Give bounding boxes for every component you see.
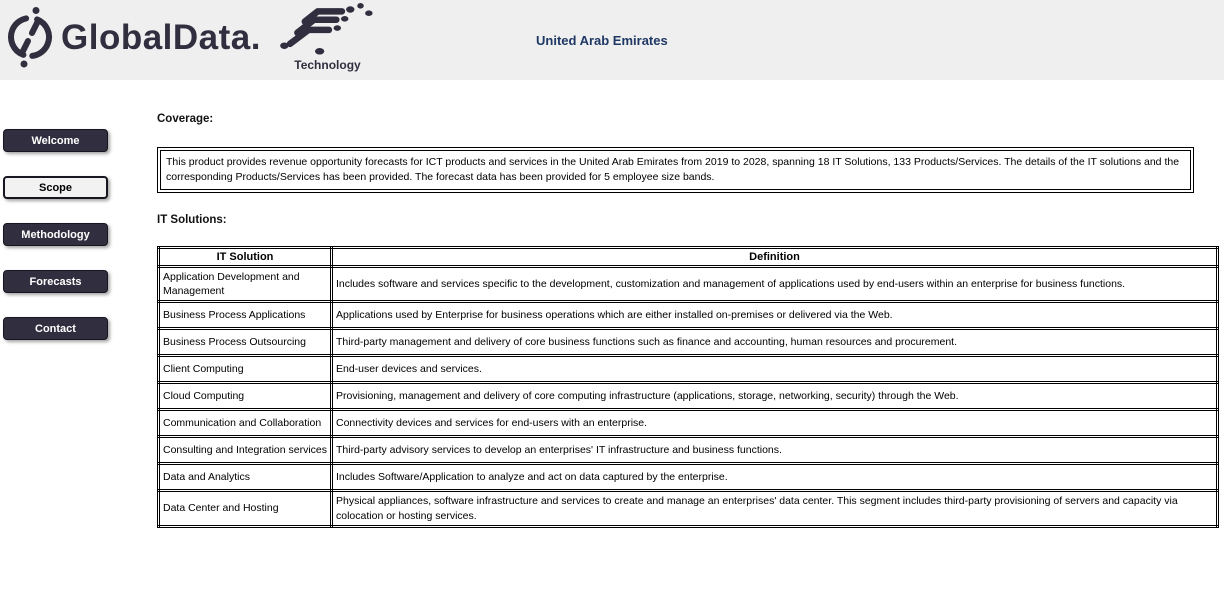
solution-name-cell xyxy=(159,410,332,437)
table-row xyxy=(159,464,1218,491)
definition-cell xyxy=(332,356,1218,383)
definition-cell xyxy=(332,464,1218,491)
technology-circuit-icon xyxy=(273,3,383,55)
coverage-text: This product provides revenue opportunity forecasts for ICT products and services in the United Arab Emirates from 2019 to 2028, spanning 18 IT Solutions, 133 Products/Services. The details of the IT solutions and the corresponding Products/Services has been provided. The forecast data has been provided for 5 employee size bands. xyxy=(160,150,1191,190)
table-row xyxy=(159,437,1218,464)
table-row xyxy=(159,329,1218,356)
solution-name: Consulting and Integration services xyxy=(163,444,327,457)
table-header-row xyxy=(159,248,1218,267)
solution-name: Client Computing xyxy=(163,363,244,376)
column-header-definition: Definition xyxy=(332,248,1218,267)
solution-name: Communication and Collaboration xyxy=(163,417,322,430)
solution-name-cell xyxy=(159,302,332,329)
definition-text: Provisioning, management and delivery of core computing infrastructure (applications, storage, networking, security) through the Web. xyxy=(336,390,959,403)
definition-text: Connectivity devices and services for end-users with an enterprise. xyxy=(336,417,648,430)
sidebar-item-scope[interactable]: Scope xyxy=(3,176,108,199)
solution-name-cell xyxy=(159,356,332,383)
coverage-textbox xyxy=(157,147,1194,193)
definition-text: Includes Software/Application to analyze and act on data captured by the enterprise. xyxy=(336,471,728,484)
solutions-table-body xyxy=(159,267,1218,527)
solution-name-cell xyxy=(159,464,332,491)
solution-name: Data Center and Hosting xyxy=(163,502,279,515)
definition-text: Applications used by Enterprise for business operations which are either installed on-premises or delivered via the Web. xyxy=(336,309,893,322)
solution-name-cell xyxy=(159,491,332,526)
definition-cell xyxy=(332,302,1218,329)
definition-cell xyxy=(332,437,1218,464)
table-row xyxy=(159,267,1218,302)
solution-name: Application Development and Management xyxy=(163,271,300,298)
sidebar xyxy=(0,80,145,592)
solution-name-cell xyxy=(159,329,332,356)
sidebar-item-contact[interactable]: Contact xyxy=(3,317,108,340)
page-title: United Arab Emirates xyxy=(536,33,668,48)
solution-name-cell xyxy=(159,267,332,302)
globaldata-circle-icon xyxy=(5,6,57,70)
definition-cell xyxy=(332,410,1218,437)
definition-cell xyxy=(332,491,1218,526)
header-band xyxy=(0,0,1224,80)
solutions-table xyxy=(157,246,1219,528)
solution-name: Business Process Outsourcing xyxy=(163,336,306,349)
definition-text: Third-party advisory services to develop an enterprises' IT infrastructure and business functions. xyxy=(336,444,782,457)
solution-name-cell xyxy=(159,383,332,410)
brand-logo xyxy=(5,6,261,70)
table-row xyxy=(159,410,1218,437)
solution-name-cell xyxy=(159,437,332,464)
table-row xyxy=(159,302,1218,329)
table-row xyxy=(159,383,1218,410)
table-row xyxy=(159,356,1218,383)
definition-text: End-user devices and services. xyxy=(336,363,482,376)
table-row xyxy=(159,491,1218,526)
solution-name: Business Process Applications xyxy=(163,309,306,322)
definition-cell xyxy=(332,267,1218,302)
definition-text: Third-party management and delivery of core business functions such as finance and accounting, human resources and procurement. xyxy=(336,336,958,349)
division-logo xyxy=(270,3,385,72)
sidebar-item-welcome[interactable]: Welcome xyxy=(3,129,108,152)
coverage-heading: Coverage: xyxy=(157,113,214,125)
division-label: Technology xyxy=(294,58,361,72)
sidebar-item-methodology[interactable]: Methodology xyxy=(3,223,108,246)
solution-name: Data and Analytics xyxy=(163,471,250,484)
brand-wordmark: GlobalData. xyxy=(61,18,261,57)
column-header-it-solution: IT Solution xyxy=(159,248,332,267)
sidebar-item-forecasts[interactable]: Forecasts xyxy=(3,270,108,293)
definition-cell xyxy=(332,329,1218,356)
definition-text: Includes software and services specific to the development, customization and management of applications used by end-users within an enterprise for business functions. xyxy=(336,278,1126,291)
definition-cell xyxy=(332,383,1218,410)
definition-text: Physical appliances, software infrastructure and services to create and manage an enterprises' data center. This segment includes third-party provisioning of servers and capacity via colocation or hosting services. xyxy=(336,495,1178,522)
solution-name: Cloud Computing xyxy=(163,390,245,403)
solutions-heading: IT Solutions: xyxy=(157,214,227,226)
